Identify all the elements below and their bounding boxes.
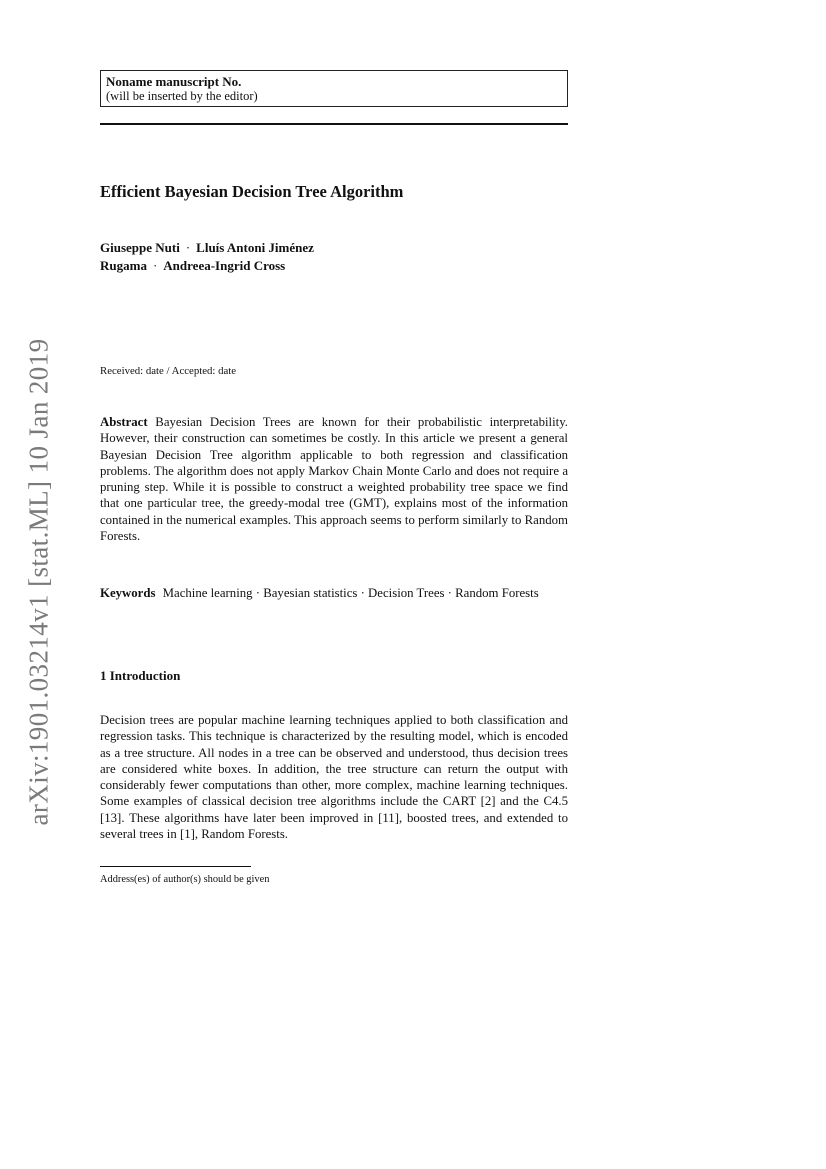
introduction-text: Decision trees are popular machine learning techniques applied to both classification and regression tasks. This technique is characterized by the resulting model, which is encoded as a tree structure. All nodes in a tree can be observed and understood, thus decision trees are considered white boxes. In addition, the tree structure can return the output with considerably fewer computations than other, more complex, machine learning techniques. Some examples of classical decision tree algorithms include the CART [2] and the C4.5 [13]. These algorithms have later been improved in [11], boosted trees, and extended to several trees in [1], Random Forests. [100,713,568,842]
footnote-rule [100,866,251,867]
author-list [100,239,568,275]
arxiv-identifier-stamp [16,333,61,831]
author-name: Giuseppe Nuti [100,240,180,255]
abstract-paragraph [100,414,568,544]
editor-placeholder-label: (will be inserted by the editor) [106,89,258,103]
keywords-label: Keywords [100,586,156,600]
author-name: Rugama [100,258,147,273]
header-rule [100,123,568,125]
author-address-footnote: Address(es) of author(s) should be given [100,874,270,885]
author-line-2 [100,257,568,275]
manuscript-number-label: Noname manuscript No. [106,74,242,89]
editor-notice-box [100,70,568,107]
arxiv-identifier-text: arXiv:1901.03214v1 [stat.ML] 10 Jan 2019 [23,338,53,826]
abstract-label: Abstract [100,415,148,429]
author-name: Andreea-Ingrid Cross [163,258,286,273]
paper-title: Efficient Bayesian Decision Tree Algorithm [100,182,404,201]
introduction-heading: 1 Introduction [100,668,181,683]
author-name: Lluís Antoni Jiménez [196,240,314,255]
keywords-paragraph [100,585,568,601]
abstract-text: Bayesian Decision Trees are known for their probabilistic interpretability. However, their construction can sometimes be costly. In this article we present a general Bayesian Decision Tree algorithm applicable to both regression and classification problems. The algorithm does not apply Markov Chain Monte Carlo and does not require a pruning step. While it is possible to construct a weighted probability tree space we find that one particular tree, the greedy-modal tree (GMT), explains most of the information contained in the numerical examples. This approach seems to perform similarly to Random Forests. [100,415,568,544]
received-accepted-date: Received: date / Accepted: date [100,365,237,377]
keywords-text: Machine learning · Bayesian statistics · Decision Trees · Random Forests [162,586,539,600]
author-separator: · [152,258,158,273]
author-separator: · [185,240,191,255]
author-line-1 [100,239,568,257]
